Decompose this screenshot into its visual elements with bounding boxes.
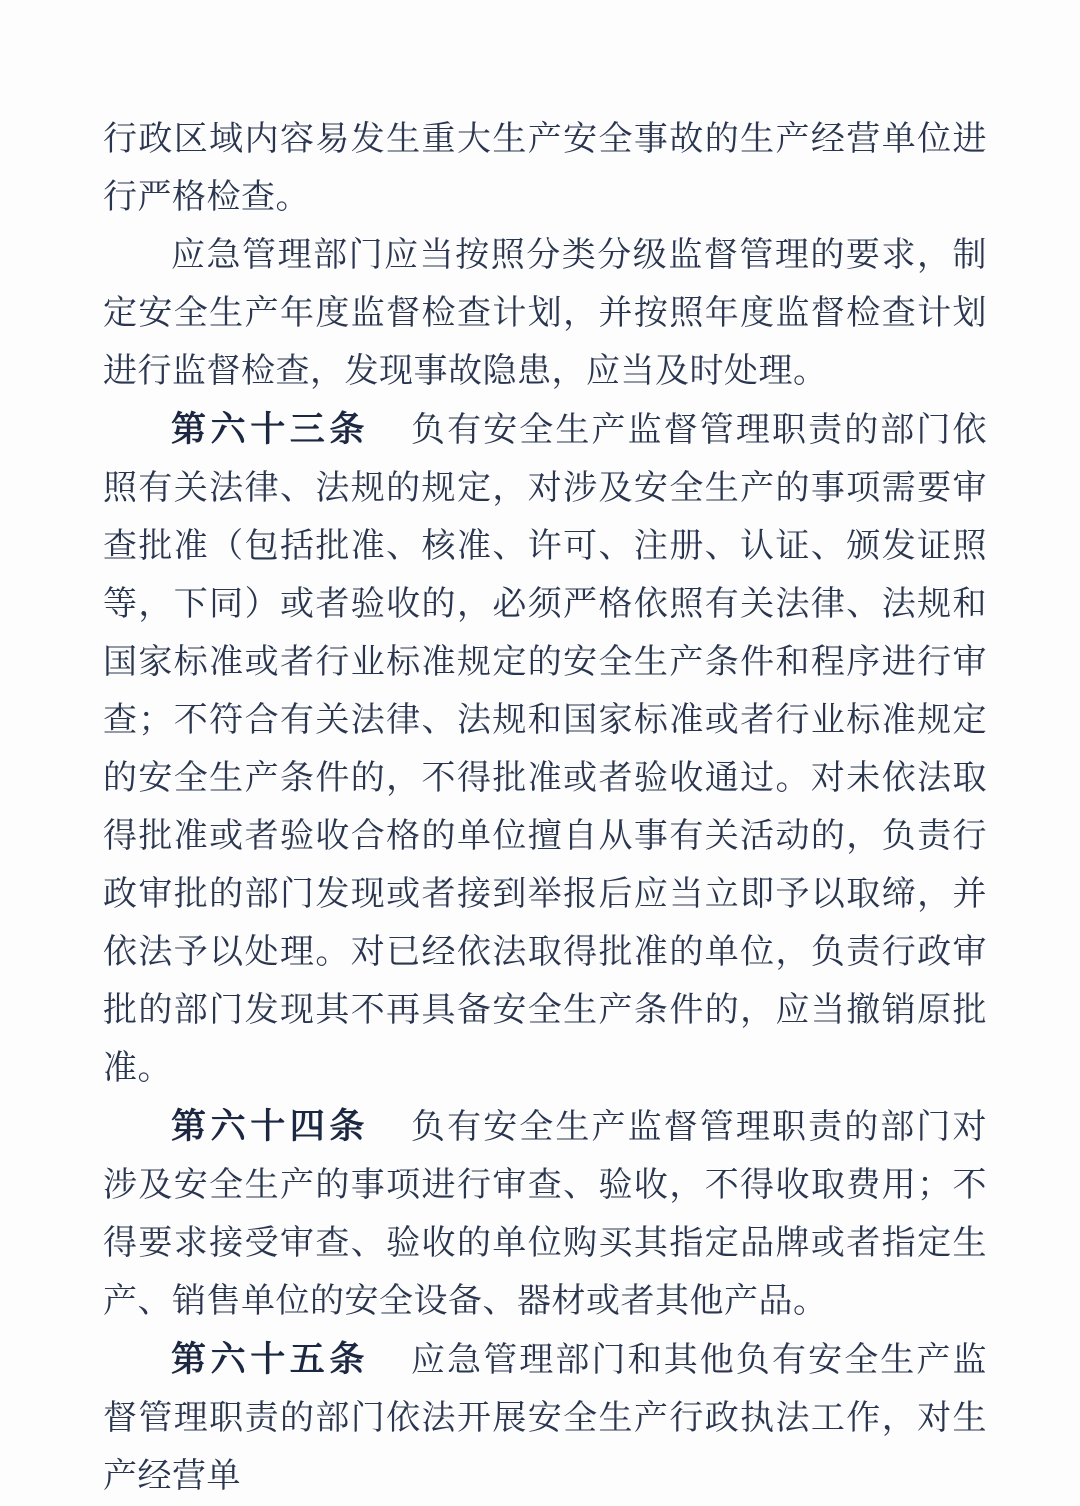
paragraph-article-64 — [103, 1098, 987, 1331]
paragraph — [103, 227, 987, 401]
paragraph-article-65 — [103, 1331, 987, 1506]
paragraph-text: 负有安全生产监督管理职责的部门依照有关法律、法规的规定，对涉及安全生产的事项需要审查批准（包括批准、核准、许可、注册、认证、颁发证照等，下同）或者验收的，必须严格依照有关法律、法规和国家标准或者行业标准规定的安全生产条件和程序进行审查；不符合有关法律、法规和国家标准或者行业标准规定的安全生产条件的，不得批准或者验收通过。对未依法取得批准或者验收合格的单位擅自从事有关活动的，负责行政审批的部门发现或者接到举报后应当立即予以取缔，并依法予以处理。对已经依法取得批准的单位，负责行政审批的部门发现其不再具备安全生产条件的，应当撤销原批准。 — [103, 412, 987, 1087]
paragraph-text: 行政区域内容易发生重大生产安全事故的生产经营单位进行严格检查。 — [103, 121, 987, 216]
paragraph-text: 应急管理部门应当按照分类分级监督管理的要求，制定安全生产年度监督检查计划，并按照年度监督检查计划进行监督检查，发现事故隐患，应当及时处理。 — [103, 237, 987, 390]
paragraph-text: 负有安全生产监督管理职责的部门对涉及安全生产的事项进行审查、验收，不得收取费用；不得要求接受审查、验收的单位购买其指定品牌或者指定生产、销售单位的安全设备、器材或者其他产品。 — [103, 1109, 987, 1320]
article-number: 第六十四条 — [171, 1107, 369, 1146]
article-number: 第六十三条 — [171, 410, 369, 449]
paragraph-article-63 — [103, 401, 987, 1098]
article-number: 第六十五条 — [171, 1340, 369, 1379]
paragraph — [103, 111, 987, 227]
paragraph-text: 应急管理部门和其他负有安全生产监督管理职责的部门依法开展安全生产行政执法工作，对生产经营单 — [103, 1342, 987, 1495]
